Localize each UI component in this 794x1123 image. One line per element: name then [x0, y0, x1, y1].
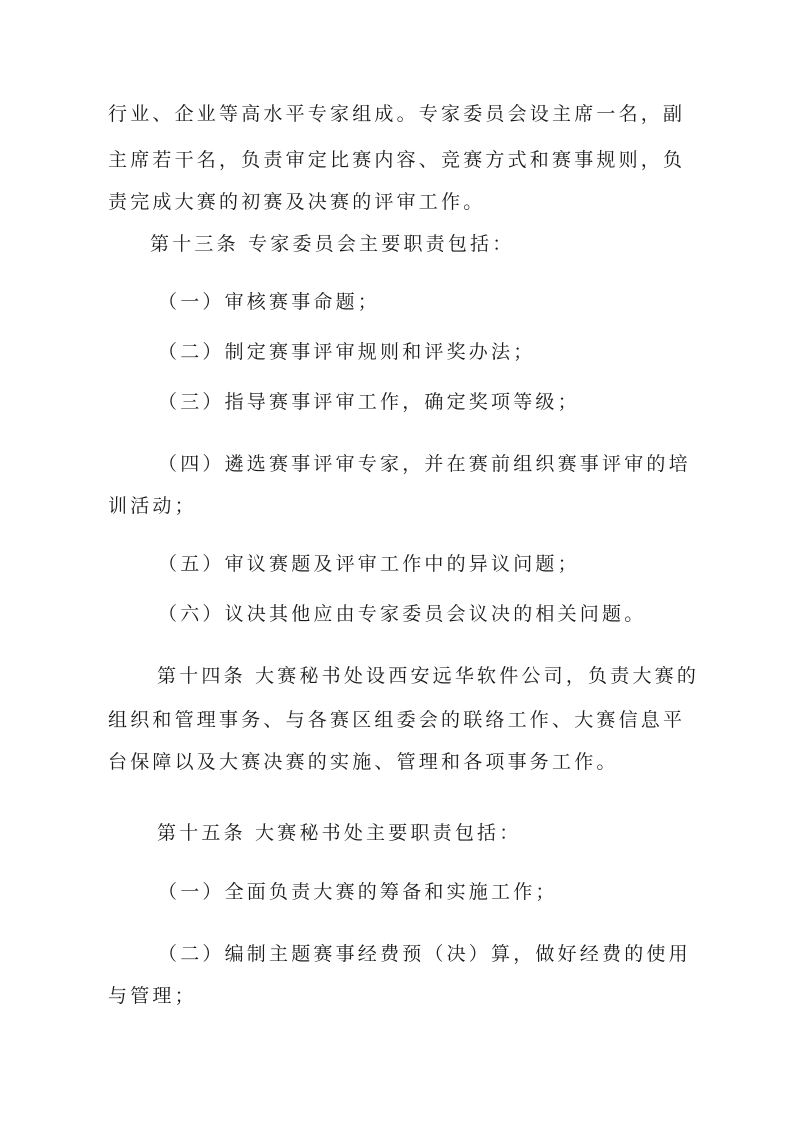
- article-15-item-1: （一）全面负责大赛的筹备和实施工作；: [158, 881, 558, 903]
- article-13-item-2: （二）制定赛事评审规则和评奖办法；: [158, 341, 536, 363]
- article-13-item-4: （四）遴选赛事评审专家，并在赛前组织赛事评审的培: [158, 453, 691, 475]
- article-13-heading: 第十三条 专家委员会主要职责包括：: [150, 233, 515, 255]
- article-15-heading: 第十五条 大赛秘书处主要职责包括：: [157, 822, 522, 844]
- article-14-line-1: 第十四条 大赛秘书处设西安远华软件公司，负责大赛的: [157, 665, 700, 687]
- intro-line-1: 行业、企业等高水平专家组成。专家委员会设主席一名，副: [108, 103, 686, 125]
- article-13-item-3: （三）指导赛事评审工作，确定奖项等级；: [158, 391, 580, 413]
- article-14-line-3: 台保障以及大赛决赛的实施、管理和各项事务工作。: [108, 751, 619, 773]
- intro-line-2: 主席若干名，负责审定比赛内容、竞赛方式和赛事规则，负: [108, 149, 686, 171]
- article-13-item-5: （五）审议赛题及评审工作中的异议问题；: [158, 553, 580, 575]
- article-15-item-2: （二）编制主题赛事经费预（决）算，做好经费的使用: [158, 943, 691, 965]
- intro-line-3: 责完成大赛的初赛及决赛的评审工作。: [108, 191, 486, 213]
- article-14-line-2: 组织和管理事务、与各赛区组委会的联络工作、大赛信息平: [108, 709, 686, 731]
- article-13-item-6: （六）议决其他应由专家委员会议决的相关问题。: [158, 603, 647, 625]
- article-13-item-4-cont: 训活动；: [108, 495, 197, 517]
- article-15-item-2-cont: 与管理；: [108, 985, 197, 1007]
- article-13-item-1: （一）审核赛事命题；: [158, 291, 381, 313]
